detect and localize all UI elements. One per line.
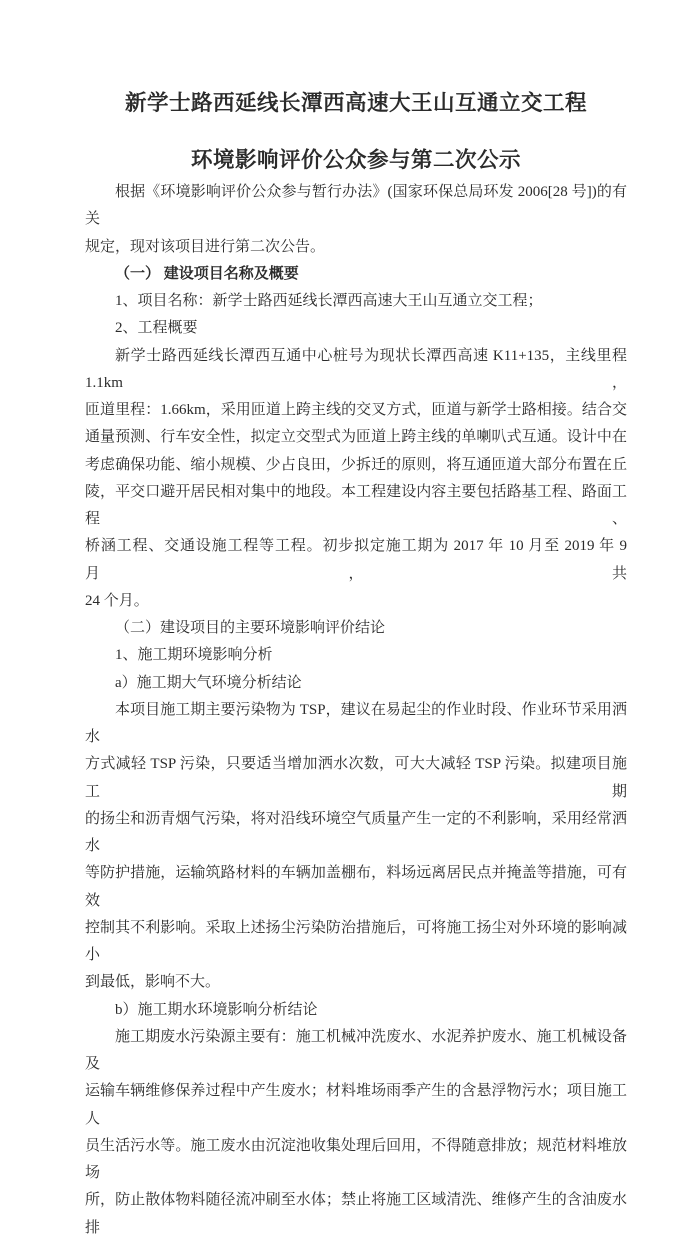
item-line: 1、施工期环境影响分析 [115,647,273,664]
paragraph-line: 施工期废水污染源主要有：施工机械冲洗废水、水泥养护废水、施工机械设备及 [85,1028,627,1072]
paragraph-line: 方式减轻 TSP 污染，只要适当增加洒水次数，可大大减轻 TSP 污染。拟建项目施工期 [85,756,627,800]
document-body [85,179,627,1242]
document-title-line-1: 新学士路西延线长潭西高速大王山互通立交工程 [124,91,587,115]
paragraph-line: 到最低，影响不大。 [85,974,221,991]
paragraph-line: 桥涵工程、交通设施工程等工程。初步拟定施工期为 2017 年 10 月至 2019 年 9 月，共 [85,538,627,582]
paragraph-line: 根据《环境影响评价公众参与暂行办法》(国家环保总局环发 2006[28 号])的有关 [85,184,627,228]
document-title [85,75,627,189]
paragraph-line: 通量预测、行车安全性，拟定立交型式为匝道上跨主线的单喇叭式互通。设计中在 [85,429,627,446]
paragraph-line: 的扬尘和沥青烟气污染，将对沿线环境空气质量产生一定的不利影响，采用经常洒水 [85,810,627,854]
paragraph-line: 员生活污水等。施工废水由沉淀池收集处理后回用，不得随意排放；规范材料堆放场 [85,1137,627,1181]
paragraph-line: 24 个月。 [85,592,149,609]
paragraph-line: 等防护措施，运输筑路材料的车辆加盖棚布，料场远离居民点并掩盖等措施，可有效 [85,865,627,909]
paragraph-line: 考虑确保功能、缩小规模、少占良田，少拆迁的原则，将互通匝道大部分布置在丘 [85,456,627,473]
paragraph-line: 匝道里程：1.66km，采用匝道上跨主线的交叉方式，匝道与新学士路相接。结合交 [85,402,627,418]
paragraph-line: 规定，现对该项目进行第二次公告。 [85,238,326,255]
item-line: 1、项目名称：新学士路西延线长潭西高速大王山互通立交工程； [115,293,543,309]
item-line: b）施工期水环境影响分析结论 [115,1001,318,1018]
paragraph-line: 所，防止散体物料随径流冲刷至水体；禁止将施工区域清洗、维修产生的含油废水排 [85,1192,627,1236]
paragraph-line: 控制其不利影响。采取上述扬尘污染防治措施后，可将施工扬尘对外环境的影响减小 [85,919,627,963]
heading-line: （二）建设项目的主要环境影响评价结论 [115,620,386,636]
paragraph-line: 运输车辆维修保养过程中产生废水；材料堆场雨季产生的含悬浮物污水；项目施工人 [85,1083,627,1127]
heading-line: （一） 建设项目名称及概要 [115,265,299,282]
paragraph-line: 陵，平交口避开居民相对集中的地段。本工程建设内容主要包括路基工程、路面工程、 [85,483,627,527]
document-title-line-2: 环境影响评价公众参与第二次公示 [190,148,521,172]
paragraph-line: 新学士路西延线长潭西互通中心桩号为现状长潭西高速 K11+135，主线里程 1.1km， [85,347,627,391]
item-line: a）施工期大气环境分析结论 [115,674,302,691]
item-line: 2、工程概要 [115,320,198,337]
paragraph-line: 本项目施工期主要污染物为 TSP，建议在易起尘的作业时段、作业环节采用洒水 [85,701,627,745]
